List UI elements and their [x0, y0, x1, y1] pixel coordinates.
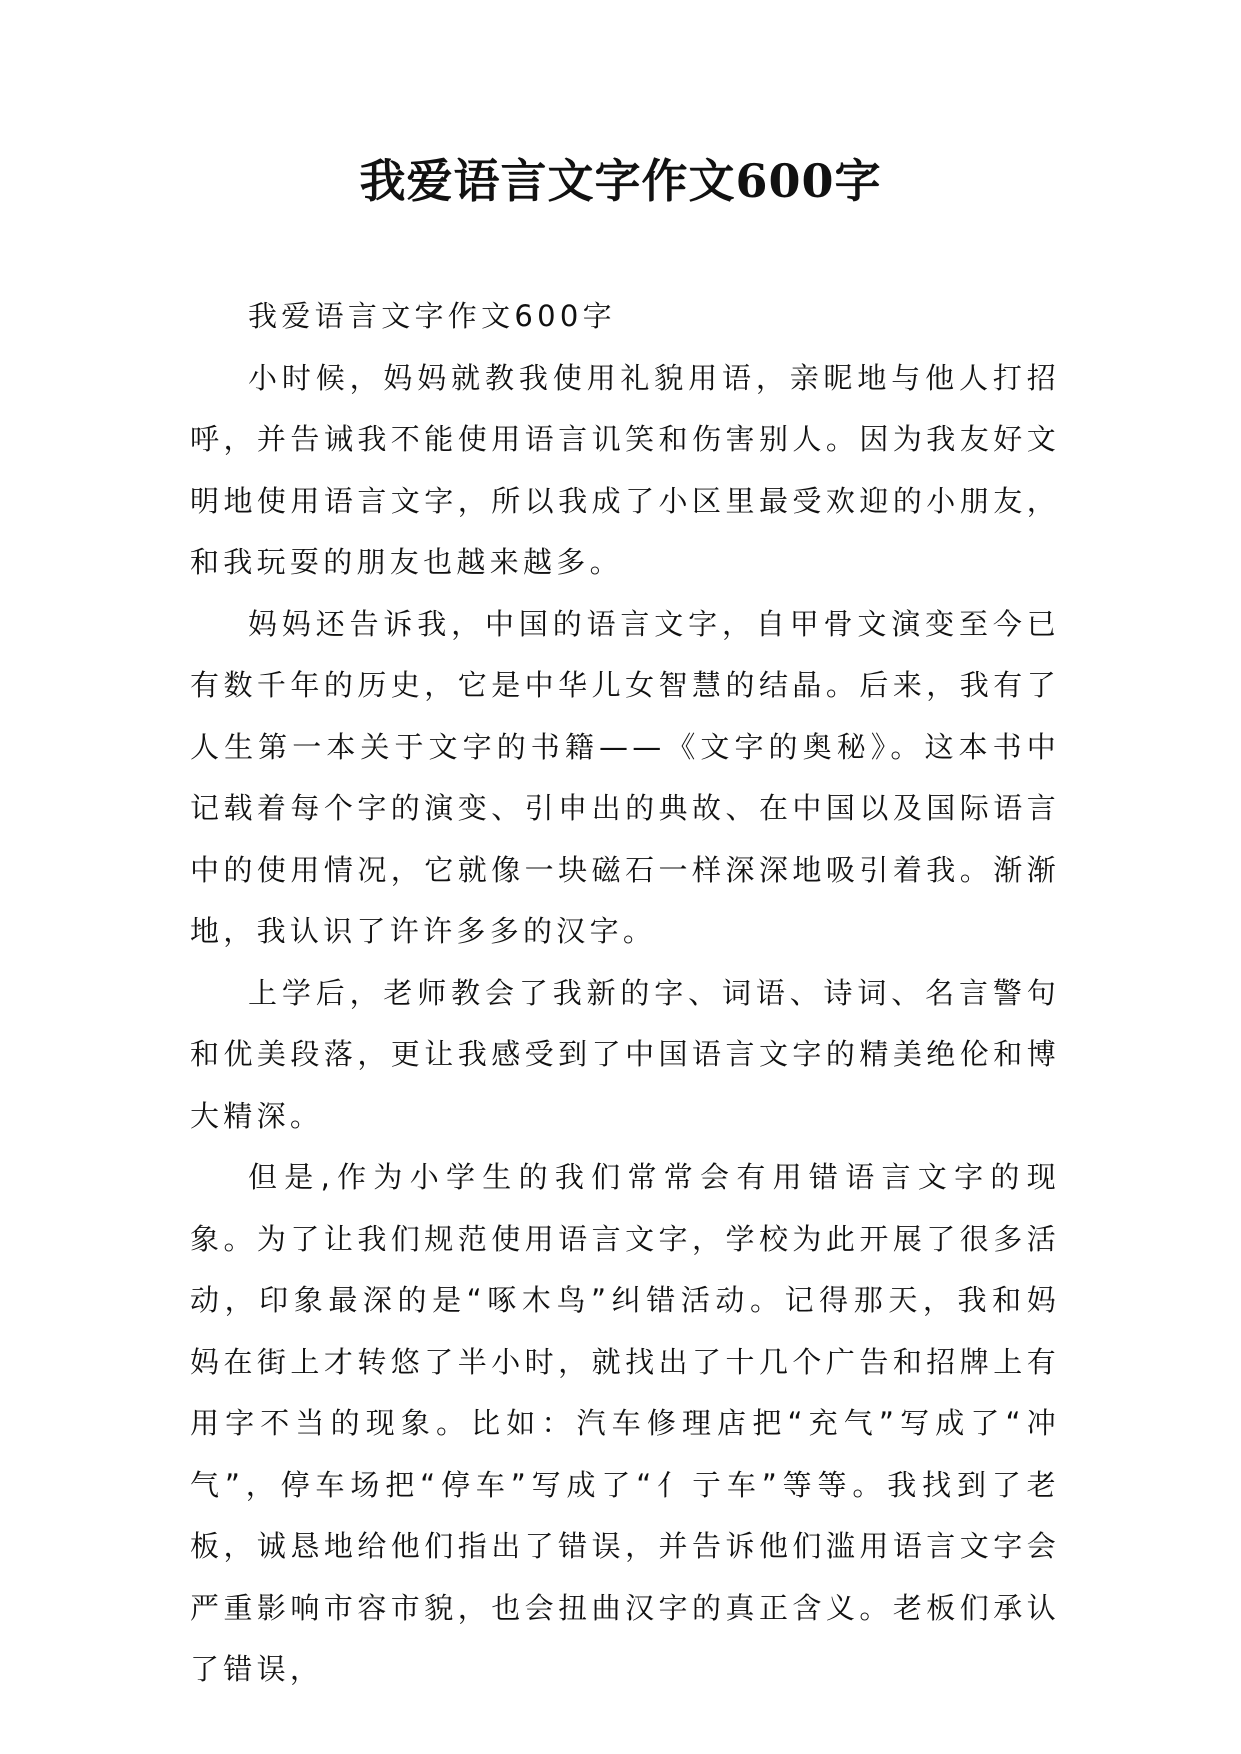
document-title: 我爱语言文字作文600字: [359, 154, 882, 208]
paragraph-subtitle: 我爱语言文字作文600字: [248, 299, 616, 333]
paragraph: 但是,作为小学生的我们常常会有用错语言文字的现象。为了让我们规范使用语言文字，学校为此开展了很多活动，印象最深的是“啄木鸟”纠错活动。记得那天，我和妈妈在街上才转悠了半小时，就找出了十几个广告和招牌上有用字不当的现象。比如：汽车修理店把“充气”写成了“冲气”，停车场把“停车”写成了“亻亍车”等等。我找到了老板，诚恳地给他们指出了错误，并告诉他们滥用语言文字会严重影响市容市貌，也会扭曲汉字的真正含义。老板们承认了错误，: [190, 1160, 1060, 1686]
document-body: [190, 286, 1060, 1701]
paragraph: 上学后，老师教会了我新的字、词语、诗词、名言警句和优美段落，更让我感受到了中国语言文字的精美绝伦和博大精深。: [190, 975, 1060, 1133]
paragraph: 小时候，妈妈就教我使用礼貌用语，亲昵地与他人打招呼，并告诫我不能使用语言讥笑和伤害别人。因为我友好文明地使用语言文字，所以我成了小区里最受欢迎的小朋友，和我玩耍的朋友也越来越多。: [190, 360, 1060, 579]
paragraph: 妈妈还告诉我，中国的语言文字，自甲骨文演变至今已有数千年的历史，它是中华儿女智慧的结晶。后来，我有了人生第一本关于文字的书籍——《文字的奥秘》。这本书中记载着每个字的演变、引申出的典故、在中国以及国际语言中的使用情况，它就像一块磁石一样深深地吸引着我。渐渐地，我认识了许许多多的汉字。: [190, 606, 1060, 948]
